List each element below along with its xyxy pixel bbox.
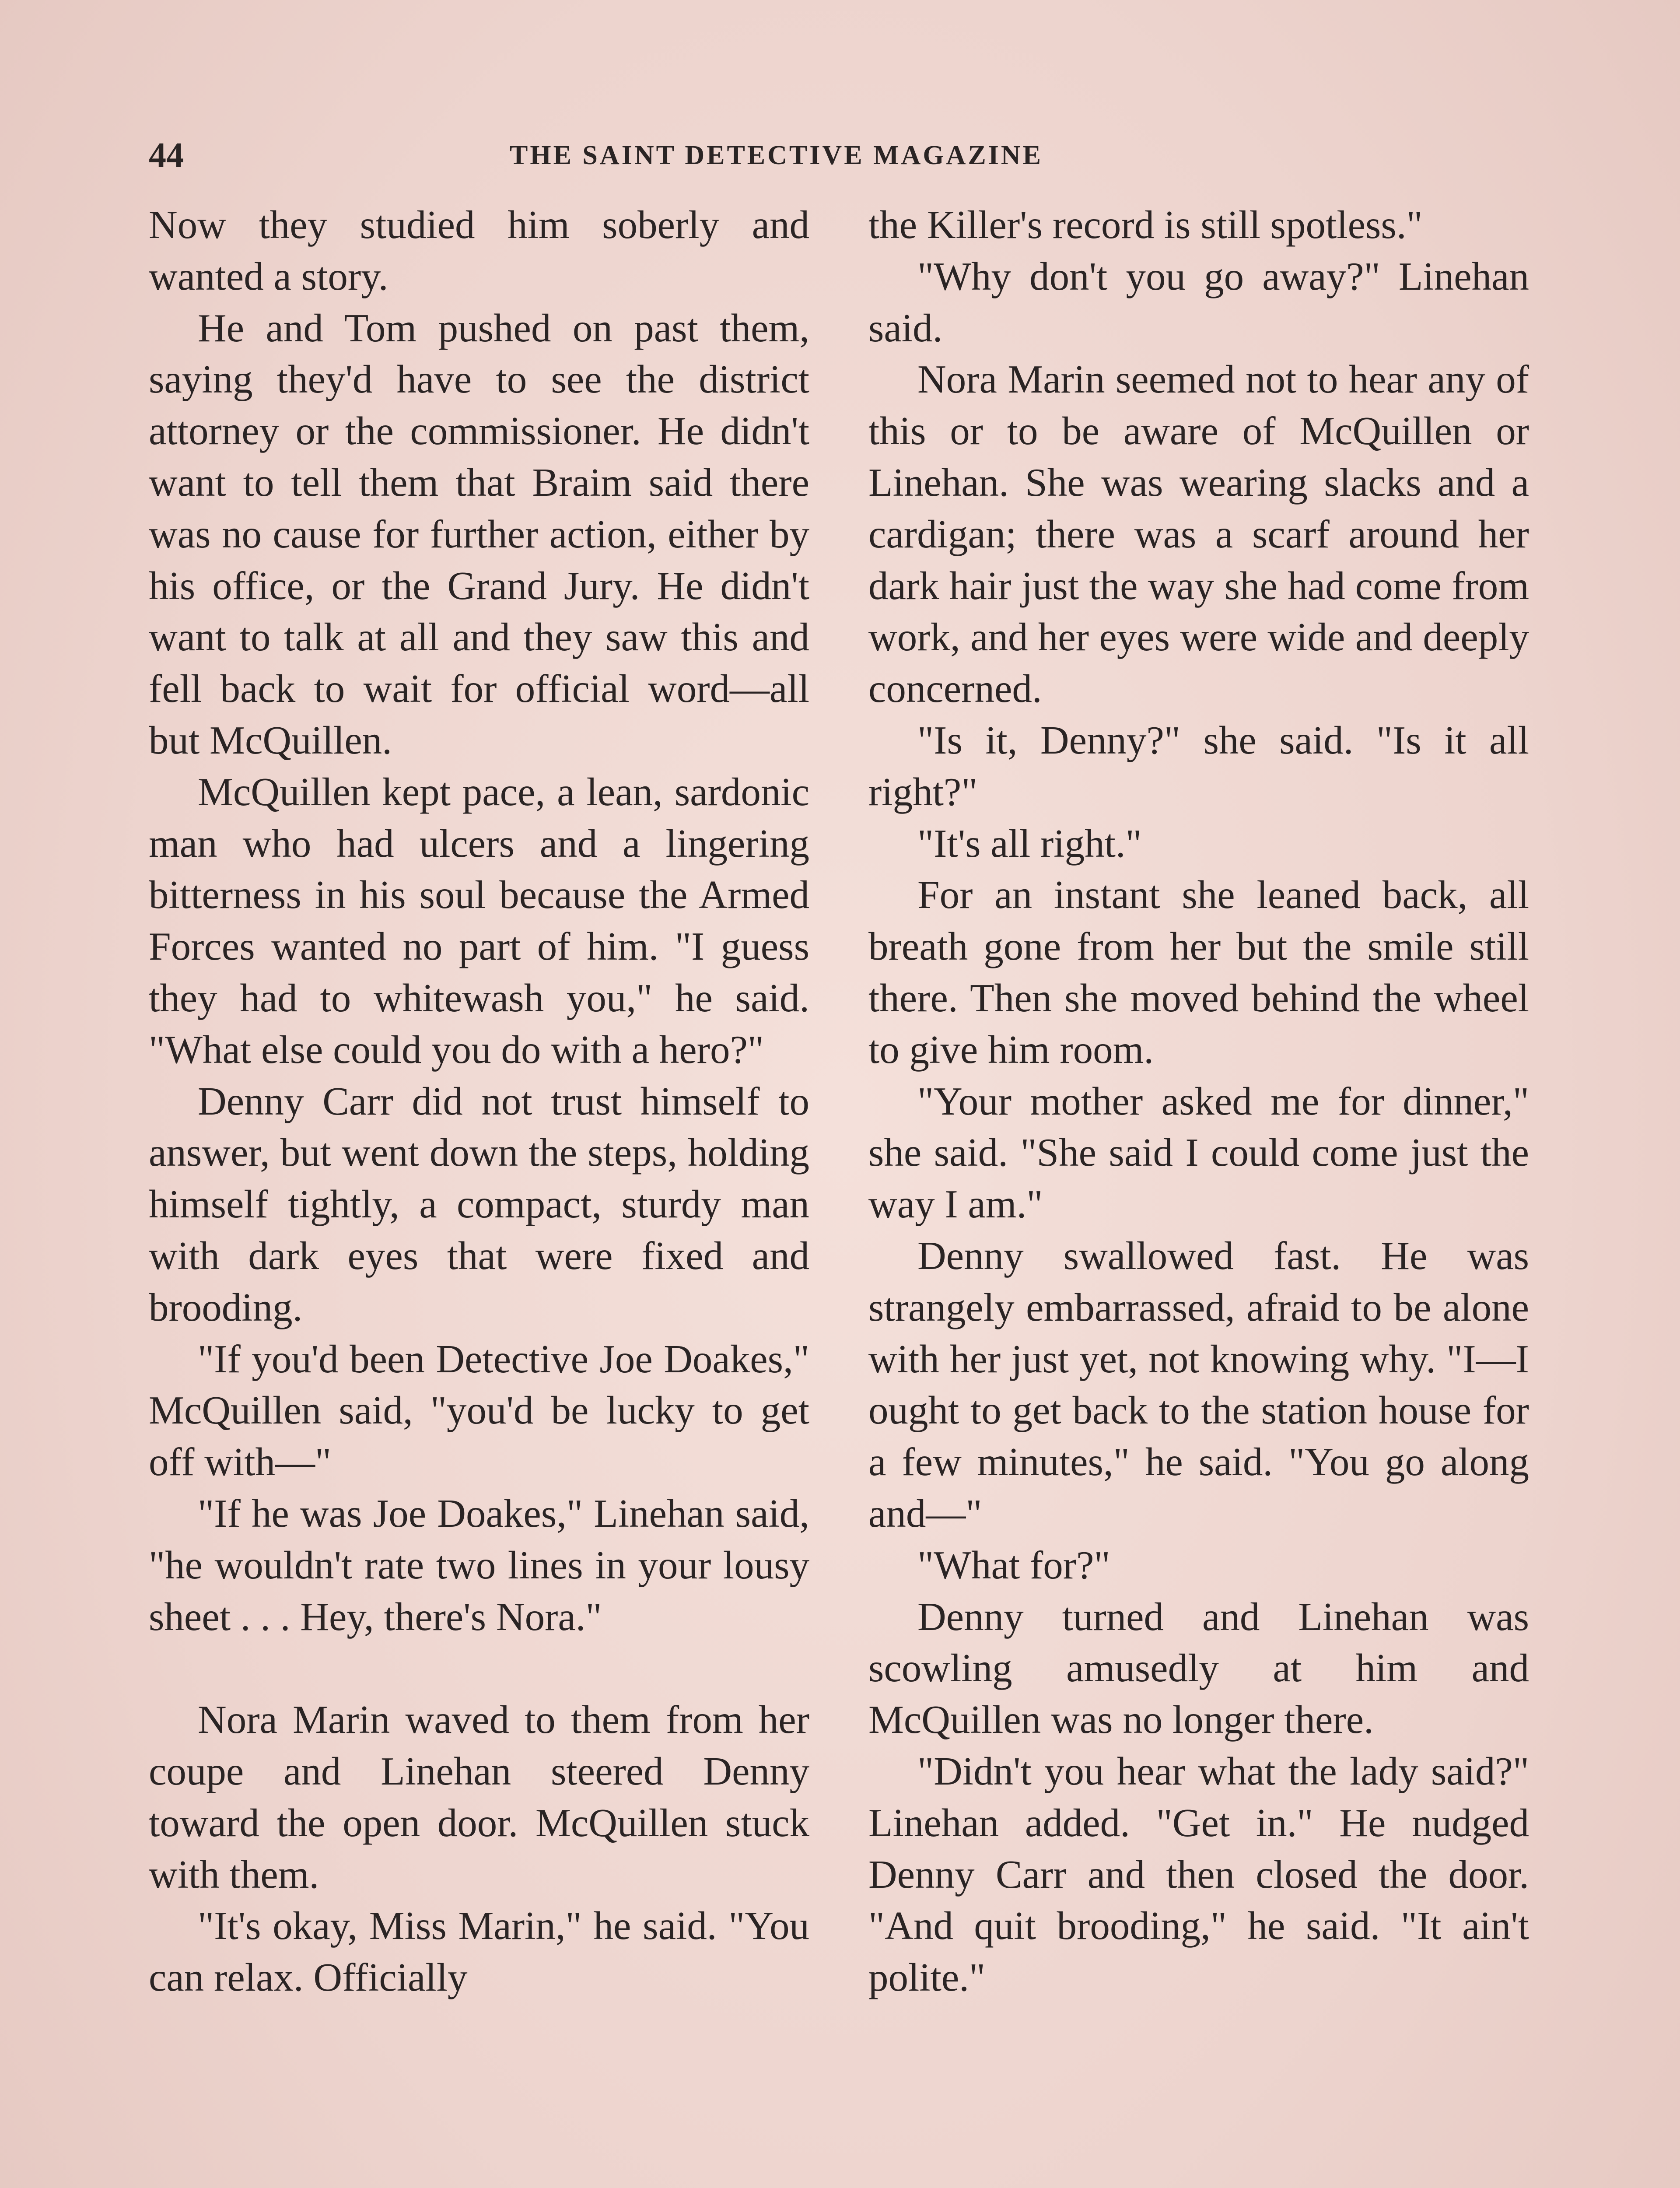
right-column (868, 199, 1529, 2003)
paragraph: McQuillen kept pace, a lean, sardonic man who had ulcers and a lingering bitterness in his soul because the Armed Forces wanted no part of him. "I guess they had to whitewash you," he said. "What else could you do with a hero?" (149, 769, 809, 1072)
paragraph: "If he was Joe Doakes," Linehan said, "he wouldn't rate two lines in your lousy sheet . . . Hey, there's Nora." (149, 1491, 809, 1639)
page-header (149, 131, 1540, 179)
paragraph: "Your mother asked me for dinner," she said. "She said I could come just the way I am." (868, 1079, 1529, 1227)
paragraph: "It's okay, Miss Marin," he said. "You can relax. Officially (149, 1904, 809, 2000)
paragraph: Nora Marin seemed not to hear any of this or to be aware of McQuillen or Linehan. She was wearing slacks and a cardigan; there was a scarf around her dark hair just the way she had come from work, and her eyes were wide and deeply concerned. (868, 357, 1529, 711)
paragraph: "If you'd been Detective Joe Doakes," McQuillen said, "you'd be lucky to get off with—" (149, 1336, 809, 1484)
paragraph: "It's all right." (917, 821, 1142, 866)
paragraph: Now they studied him soberly and wanted a story. (149, 203, 809, 298)
paragraph: For an instant she leaned back, all breath gone from her but the smile still there. Then she moved behind the wheel to give him room. (868, 873, 1529, 1072)
paragraph: "What for?" (917, 1543, 1110, 1587)
paragraph: Denny turned and Linehan was scowling amusedly at him and McQuillen was no longer there. (868, 1594, 1529, 1742)
magazine-title: THE SAINT DETECTIVE MAGAZINE (510, 140, 1043, 170)
paragraph: He and Tom pushed on past them, saying they'd have to see the district attorney or the commissioner. He didn't want to tell them that Braim said there was no cause for further action, either by his office, or the Grand Jury. He didn't want to talk at all and they saw this and fell back to wait for official word—all but McQuillen. (149, 305, 809, 762)
paragraph: Nora Marin waved to them from her coupe and Linehan steered Denny toward the open door. McQuillen stuck with them. (149, 1697, 809, 1897)
paragraph: Denny swallowed fast. He was strangely embarrassed, afraid to be alone with her just yet, not knowing why. "I—I ought to get back to the station house for a few minutes," he said. "You go along and—" (868, 1233, 1529, 1536)
left-column (149, 199, 809, 2003)
paragraph: the Killer's record is still spotless." (868, 203, 1423, 247)
paragraph: "Didn't you hear what the lady said?" Linehan added. "Get in." He nudged Denny Carr and then closed the door. "And quit brooding," he said. "It ain't polite." (868, 1749, 1529, 2000)
paragraph: "Is it, Denny?" she said. "Is it all right?" (868, 718, 1529, 814)
page-number: 44 (149, 136, 184, 175)
section-break (149, 1642, 809, 1694)
paragraph: Denny Carr did not trust himself to answer, but went down the steps, holding himself tightly, a compact, sturdy man with dark eyes that were fixed and brooding. (149, 1079, 809, 1329)
paragraph: "Why don't you go away?" Linehan said. (868, 254, 1529, 350)
